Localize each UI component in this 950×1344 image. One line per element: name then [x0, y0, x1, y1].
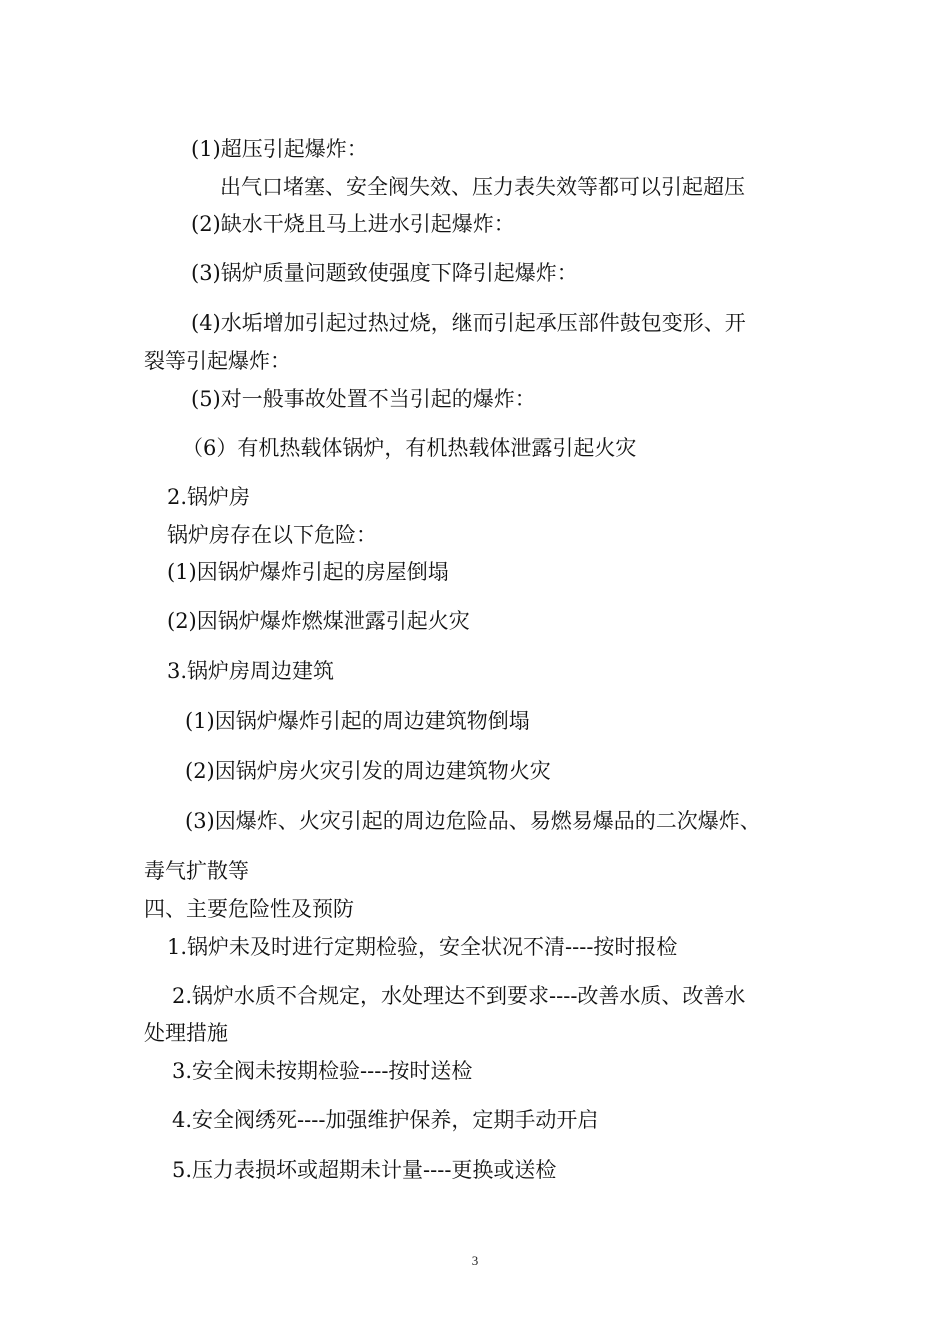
text-line: 处理措施	[144, 1021, 228, 1045]
text-line: (3)锅炉质量问题致使强度下降引起爆炸：	[191, 261, 578, 285]
page-number: 3	[471, 1253, 479, 1268]
text-line: 裂等引起爆炸：	[144, 349, 291, 373]
text-line: 4.安全阀绣死----加强维护保养，定期手动开启	[172, 1108, 599, 1132]
text-line: (1)超压引起爆炸：	[191, 137, 368, 161]
section-heading: 3.锅炉房周边建筑	[167, 659, 335, 683]
text-line: 出气口堵塞、安全阀失效、压力表失效等都可以引起超压	[220, 175, 745, 199]
text-line: (2)缺水干烧且马上进水引起爆炸：	[191, 212, 515, 236]
text-line: （6）有机热载体锅炉，有机热载体泄露引起火灾	[182, 436, 637, 460]
text-line: (2)因锅炉爆炸燃煤泄露引起火灾	[167, 609, 470, 633]
text-line: (5)对一般事故处置不当引起的爆炸：	[191, 387, 536, 411]
text-line: 锅炉房存在以下危险：	[167, 523, 377, 547]
text-line: (1)因锅炉爆炸引起的周边建筑物倒塌	[185, 709, 530, 733]
text-line: 5.压力表损坏或超期未计量----更换或送检	[172, 1158, 557, 1182]
text-line: (1)因锅炉爆炸引起的房屋倒塌	[167, 560, 449, 584]
text-line: (4)水垢增加引起过热过烧，继而引起承压部件鼓包变形、开	[191, 311, 746, 335]
text-line: 3.安全阀未按期检验----按时送检	[172, 1059, 473, 1083]
section-heading: 四、主要危险性及预防	[144, 897, 354, 921]
text-line: 毒气扩散等	[144, 859, 249, 883]
text-line: (3)因爆炸、火灾引起的周边危险品、易燃易爆品的二次爆炸、	[185, 809, 761, 833]
text-line: (2)因锅炉房火灾引发的周边建筑物火灾	[185, 759, 551, 783]
text-line: 1.锅炉未及时进行定期检验，安全状况不清----按时报检	[167, 935, 678, 959]
text-line: 2.锅炉水质不合规定，水处理达不到要求----改善水质、改善水	[172, 984, 746, 1008]
section-heading: 2.锅炉房	[167, 485, 251, 509]
